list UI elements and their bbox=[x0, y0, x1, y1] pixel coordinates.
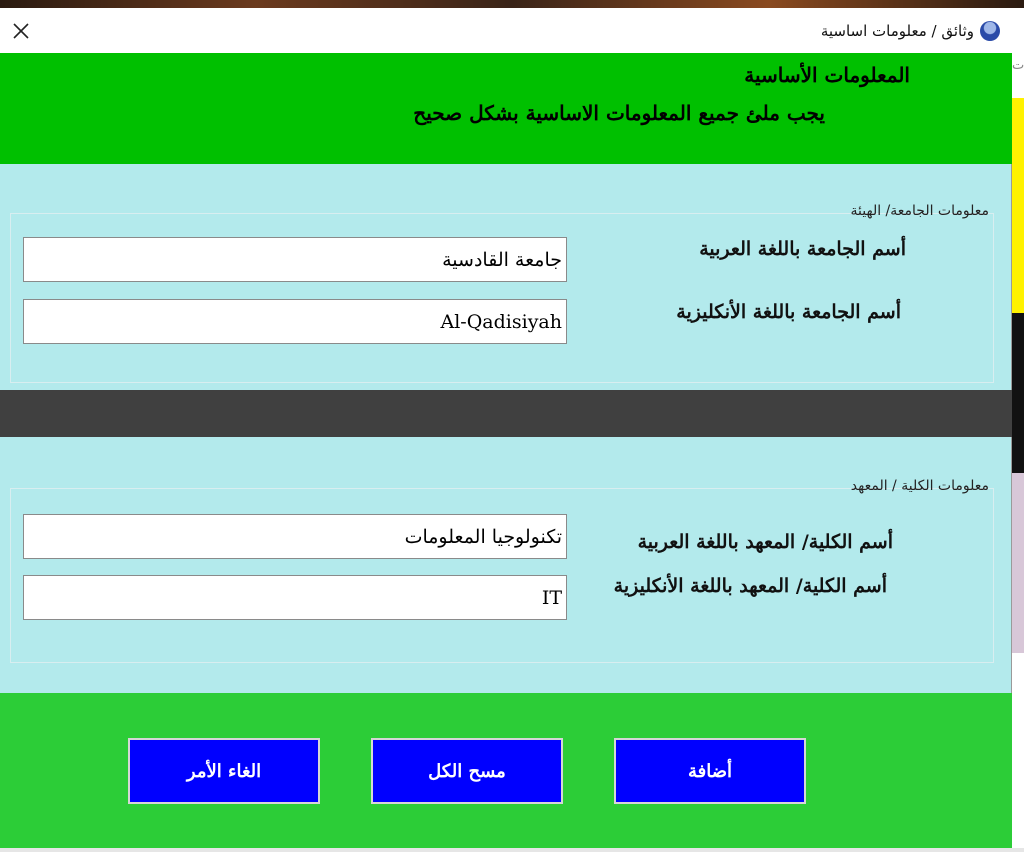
title-bar[interactable] bbox=[0, 8, 1012, 53]
university-name-ar-input[interactable] bbox=[23, 237, 567, 282]
close-button[interactable] bbox=[8, 18, 34, 44]
title-area bbox=[821, 19, 1000, 43]
cancel-button[interactable]: الغاء الأمر bbox=[128, 738, 320, 804]
university-name-ar-label: أسم الجامعة باللغة العربية bbox=[699, 238, 906, 260]
window-title: وثائق / معلومات اساسية bbox=[820, 22, 974, 40]
header-banner bbox=[0, 53, 1012, 164]
background-window-strip bbox=[1012, 473, 1024, 653]
background-window-edge: ت bbox=[1012, 58, 1024, 73]
close-icon bbox=[12, 22, 30, 40]
section-divider bbox=[0, 390, 1012, 437]
background-window-strip bbox=[1012, 98, 1024, 313]
desktop-background-top bbox=[0, 0, 1024, 8]
desktop-background-bottom bbox=[0, 848, 1024, 852]
background-window-strip bbox=[1012, 313, 1024, 473]
clear-all-button[interactable]: مسح الكل bbox=[371, 738, 563, 804]
header-subtitle: يجب ملئ جميع المعلومات الاساسية بشكل صحيح bbox=[413, 101, 825, 125]
add-button[interactable]: أضافة bbox=[614, 738, 806, 804]
desktop-background-right bbox=[1012, 8, 1024, 852]
university-name-en-label: أسم الجامعة باللغة الأنكليزية bbox=[676, 301, 901, 323]
basic-info-window bbox=[0, 8, 1012, 848]
college-name-ar-input[interactable] bbox=[23, 514, 567, 559]
university-name-en-input[interactable] bbox=[23, 299, 567, 344]
college-name-en-label: أسم الكلية/ المعهد باللغة الأنكليزية bbox=[613, 575, 887, 597]
button-footer bbox=[0, 693, 1012, 848]
university-group-legend: معلومات الجامعة/ الهيئة bbox=[850, 203, 989, 219]
college-group-legend: معلومات الكلية / المعهد bbox=[850, 478, 989, 494]
app-globe-icon bbox=[980, 21, 1000, 41]
college-name-ar-label: أسم الكلية/ المعهد باللغة العربية bbox=[637, 531, 893, 553]
college-name-en-input[interactable] bbox=[23, 575, 567, 620]
header-title: المعلومات الأساسية bbox=[744, 63, 910, 87]
